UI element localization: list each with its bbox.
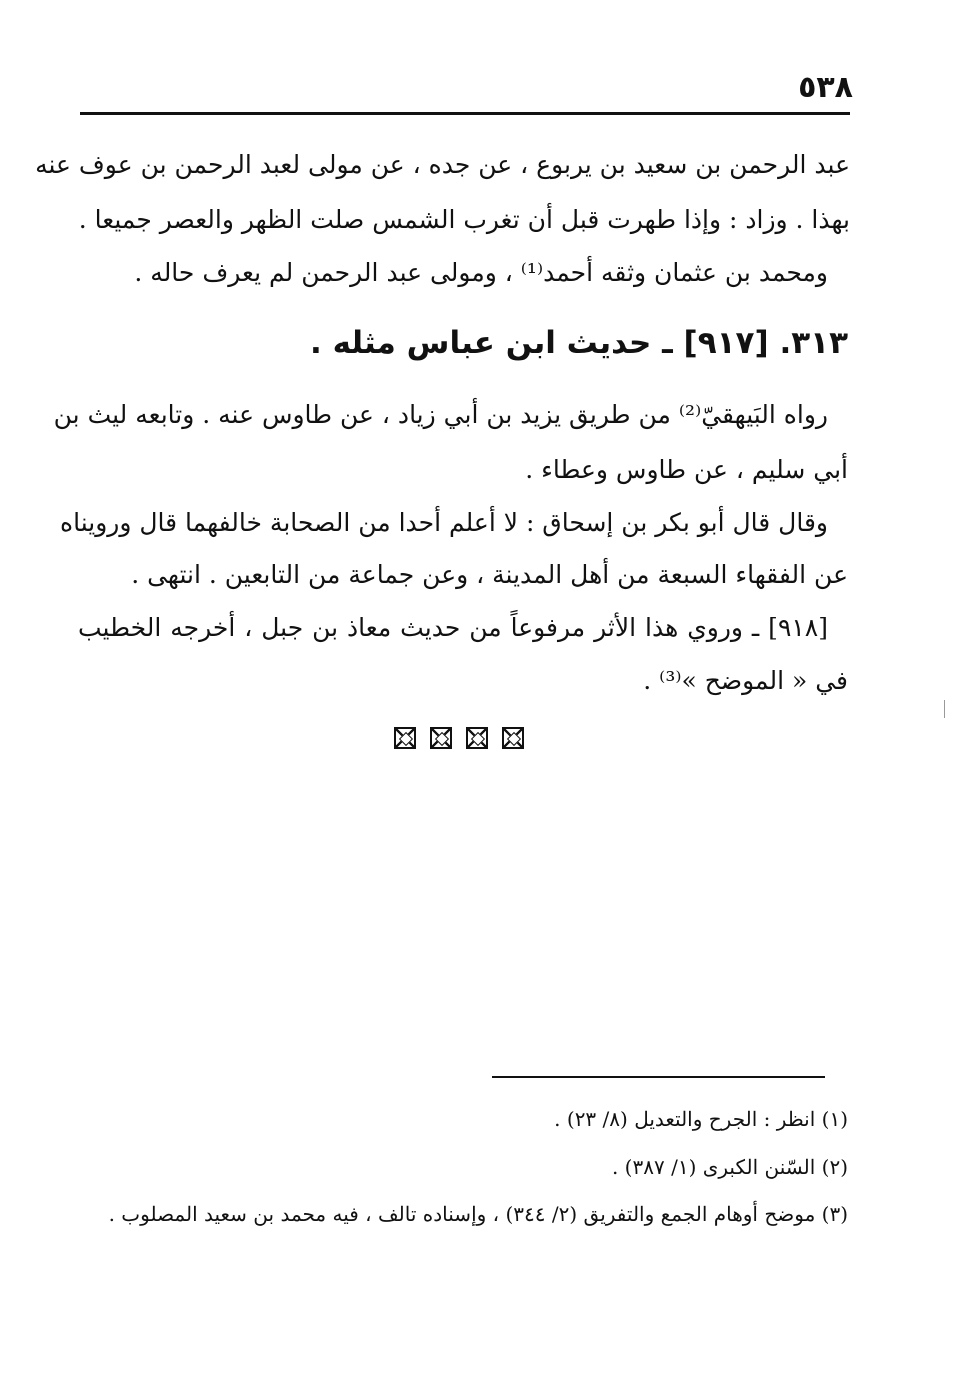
header-rule — [80, 112, 850, 115]
footnote-3: (٣) موضح أوهام الجمع والتفريق (٢/ ٣٤٤) ، وإسناده تالف ، فيه محمد بن سعيد المصلوب . — [108, 1202, 848, 1226]
page-number: ٥٣٨ — [798, 70, 853, 105]
section-line-5: [٩١٨] ـ وروي هذا الأثر مرفوعاً من حديث معاذ بن جبل ، أخرجه الخطيب — [78, 613, 828, 642]
scan-edge-mark — [944, 700, 945, 718]
ornament-icon — [430, 727, 452, 749]
section-line-2: أبي سليم ، عن طاوس وعطاء . — [525, 455, 848, 484]
footnote-1: (١) انظر : الجرح والتعديل (٨/ ٢٣) . — [554, 1107, 848, 1131]
section-line-1: رواه البَيهقيّ⁽²⁾ من طريق يزيد بن أبي زياد ، عن طاوس عنه . وتابعه ليث بن — [53, 400, 828, 429]
section-line-6: في « الموضح »⁽³⁾ . — [643, 666, 848, 695]
section-end-ornaments — [394, 727, 524, 749]
body-line-2: بهذا . وزاد : وإذا طهرت قبل أن تغرب الشمس صلت الظهر والعصر جميعا . — [78, 205, 850, 234]
section-line-3: وقال قال أبو بكر بن إسحاق : لا أعلم أحدا من الصحابة خالفهما قال ورويناه — [59, 508, 828, 537]
ornament-icon — [466, 727, 488, 749]
body-line-3: ومحمد بن عثمان وثقه أحمد⁽¹⁾ ، ومولى عبد الرحمن لم يعرف حاله . — [134, 258, 828, 287]
hadith-heading: ٣١٣. [٩١٧] ـ حديث ابن عباس مثله . — [310, 325, 848, 361]
footnote-rule — [492, 1076, 825, 1078]
ornament-icon — [394, 727, 416, 749]
ornament-icon — [502, 727, 524, 749]
body-line-1: عبد الرحمن بن سعيد بن يربوع ، عن جده ، عن مولى لعبد الرحمن بن عوف عنه — [35, 150, 850, 179]
footnote-2: (٢) السّنن الكبرى (١/ ٣٨٧) . — [611, 1155, 848, 1179]
section-line-4: عن الفقهاء السبعة من أهل المدينة ، وعن جماعة من التابعين . انتهى . — [131, 560, 848, 589]
